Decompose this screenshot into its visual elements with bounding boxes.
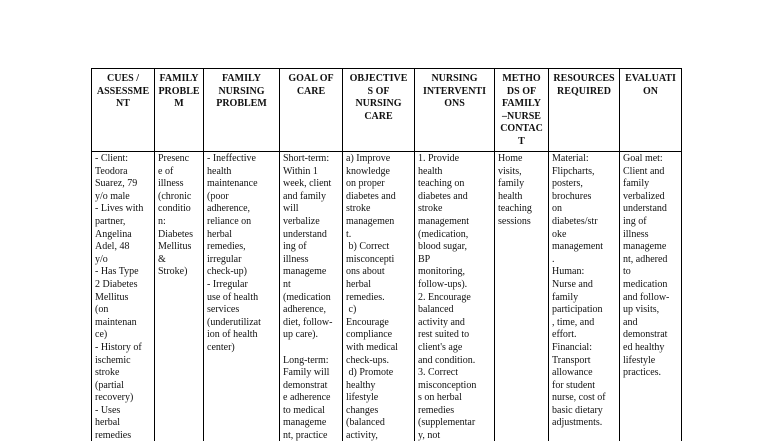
header-family-problem: FAMILY PROBLE M xyxy=(155,69,204,152)
header-goal-of-care: GOAL OF CARE xyxy=(280,69,343,152)
header-cues-assessment: CUES / ASSESSME NT xyxy=(92,69,155,152)
header-row xyxy=(92,69,682,152)
header-resources-required: RESOURCES REQUIRED xyxy=(549,69,620,152)
cell-objectives: a) Improve knowledge on proper diabetes and stroke managemen t. b) Correct misconcepti ons about herbal remedies. c) Encourage compliance with medical check-ups. d) Promote healthy lifestyle changes (balanced activity, xyxy=(343,152,415,441)
cell-family-nursing-problem: - Ineffective health maintenance (poor adherence, reliance on herbal remedies, irregular check-up) - Irregular use of health services (underutilizat ion of health center) xyxy=(204,152,280,441)
header-methods-of-contact: METHO DS OF FAMILY –NURSE CONTAC T xyxy=(495,69,549,152)
cell-nursing-interventions: 1. Provide health teaching on diabetes and stroke management (medication, blood sugar, BP monitoring, follow-ups). 2. Encourage balanced activity and rest suited to client's age and condition. 3. Correct misconception s on herbal remedies (supplementar y, not xyxy=(415,152,495,441)
header-family-nursing-problem: FAMILY NURSING PROBLEM xyxy=(204,69,280,152)
header-nursing-interventions: NURSING INTERVENTI ONS xyxy=(415,69,495,152)
family-nursing-care-plan-table xyxy=(91,68,682,441)
header-objectives: OBJECTIVE S OF NURSING CARE xyxy=(343,69,415,152)
cell-goal-of-care: Short-term: Within 1 week, client and family will verbalize understand ing of illness manageme nt (medication adherence, diet, follow- up care). Long-term: Family will demonstrat e adherence to medical manageme nt, practice xyxy=(280,152,343,441)
header-evaluation: EVALUATI ON xyxy=(620,69,682,152)
cell-family-problem: Presenc e of illness (chronic conditio n: Diabetes Mellitus & Stroke) xyxy=(155,152,204,441)
cell-methods-of-contact: Home visits, family health teaching sessions xyxy=(495,152,549,441)
cell-evaluation: Goal met: Client and family verbalized understand ing of illness manageme nt, adhered to medication and follow- up visits, and demonstrat ed healthy lifestyle practices. xyxy=(620,152,682,441)
table-row xyxy=(92,152,682,441)
cell-resources-required: Material: Flipcharts, posters, brochures on diabetes/str oke management . Human: Nurse and family participation , time, and effort. Financial: Transport allowance for student nurse, cost of basic dietary adjustments. xyxy=(549,152,620,441)
cell-cues-assessment: - Client: Teodora Suarez, 79 y/o male - Lives with partner, Angelina Adel, 48 y/o - Has Type 2 Diabetes Mellitus (on maintenan ce) - History of ischemic stroke (partial recovery) - Uses herbal remedies xyxy=(92,152,155,441)
